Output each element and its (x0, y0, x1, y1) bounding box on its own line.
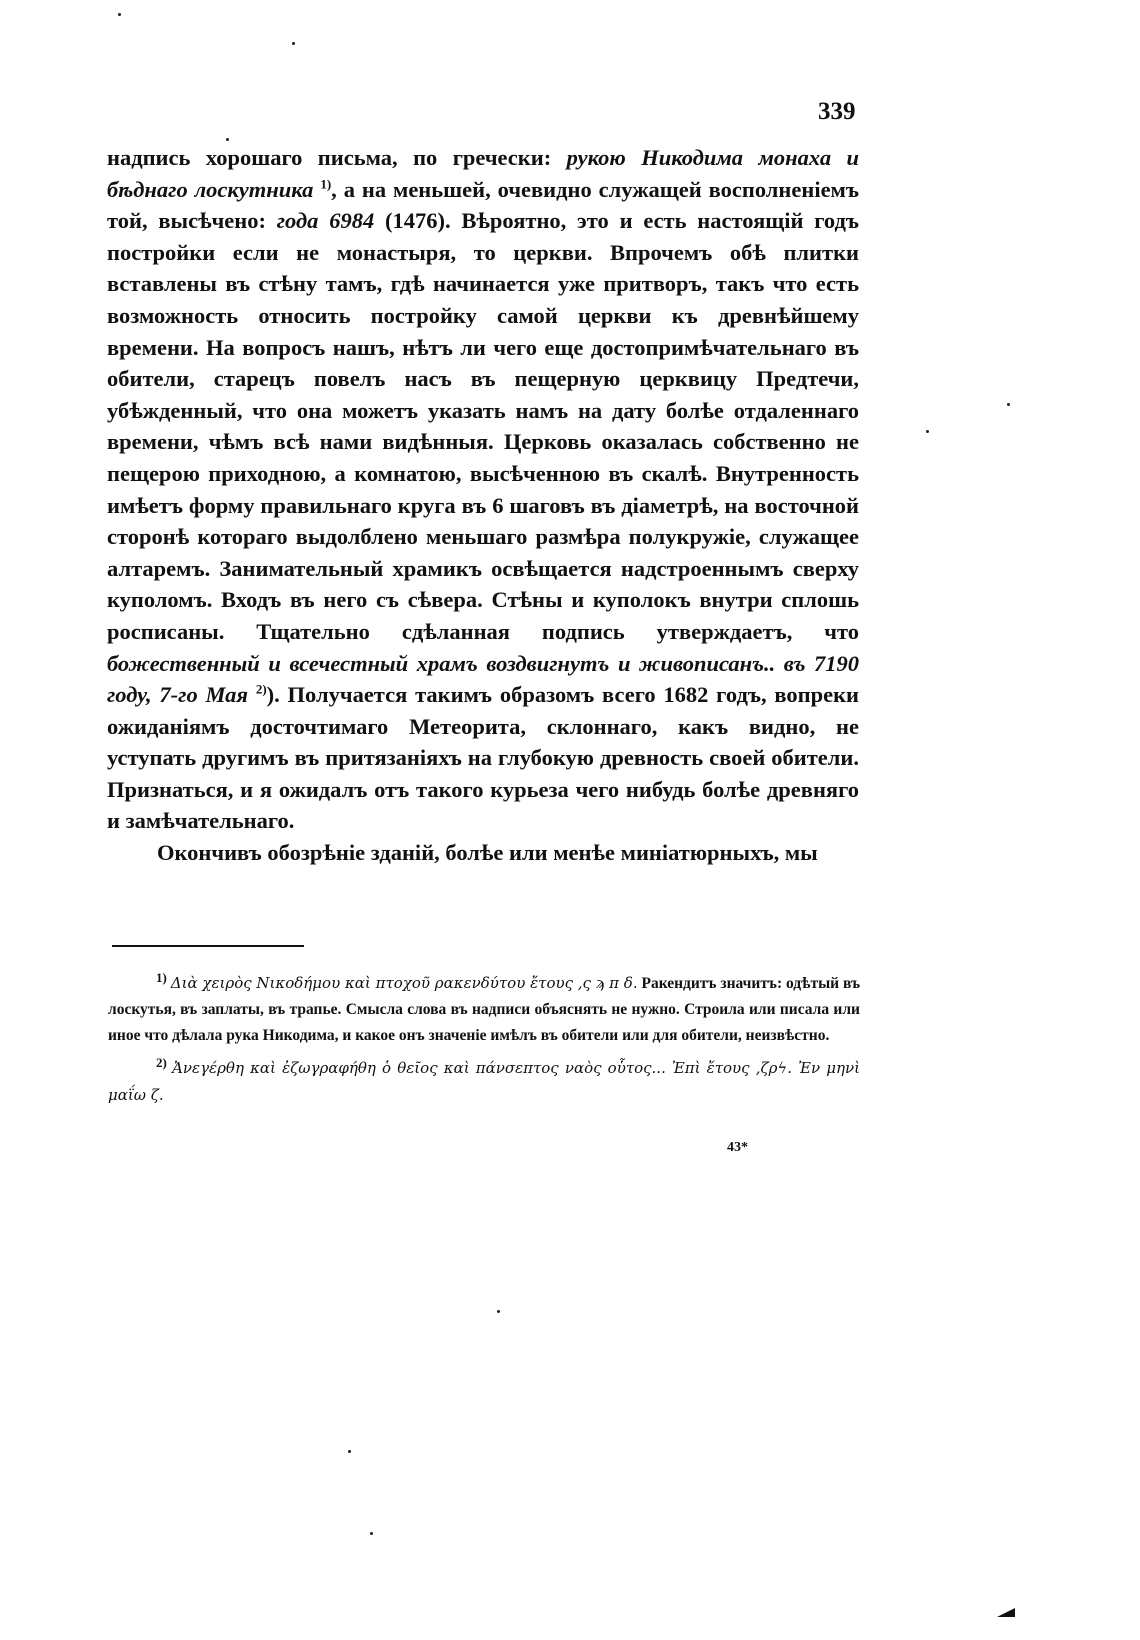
text-run: Окончивъ обозрѣніе зданій, болѣе или менѣе миніатюрныхъ, мы (157, 840, 818, 866)
footnote-reference: 2) (255, 681, 267, 697)
main-text (107, 142, 859, 869)
italic-quotation: года 6984 (276, 208, 375, 234)
text-run: ). Получается такимъ образомъ всего 1682 годъ, вопреки ожиданіямъ досточтимаго Метеорита, склоннаго, какъ видно, не уступать другимъ въ притязаніяхъ на глубокую древность своей обители. Признаться, и я ожидалъ отъ такого курьеза чего нибудь болѣе древняго и замѣчательнаго. (107, 682, 859, 834)
printer-signature: 43* (727, 1140, 748, 1155)
scan-speck (118, 13, 121, 16)
footnotes (108, 970, 860, 1115)
italic-quotation: божественный и всечестный храмъ воздвигнутъ и живописанъ.. въ 7190 году, 7-го Мая (107, 650, 859, 708)
scan-speck (226, 138, 229, 141)
footnote-text: Ракендитъ значитъ: одѣтый въ лоскутья, въ заплаты, въ трапье. Смысла слова въ надписи объяснять не нужно. Строила или писала или иное что дѣлала рука Никодима, и какое онъ значеніе имѣлъ въ обители или для обители, неизвѣстно. (108, 975, 861, 1044)
scan-speck (348, 1450, 351, 1453)
page-number: 339 (818, 98, 856, 125)
italic-quotation: рукою Никодима монаха и бѣднаго лоскутника (107, 145, 859, 202)
paragraph (107, 837, 859, 869)
scan-corner-mark (997, 1608, 1015, 1617)
footnote-marker: 1) (156, 969, 167, 985)
scan-speck (926, 430, 929, 433)
footnote (108, 1055, 860, 1109)
text-run: , а на меньшей, очевидно служащей восполненіемъ той, высѣчено: (107, 176, 859, 234)
footnote-reference: 1) (320, 176, 332, 192)
greek-inscription: Διὰ χειρὸς Νικοδήμου καὶ πτοχοῦ ρακενδύτου ἔτους ,ς ϡ π δ. (170, 974, 638, 992)
scan-speck (1007, 403, 1010, 406)
scan-speck (292, 42, 295, 45)
text-run: надпись хорошаго письма, по гречески: (107, 145, 567, 170)
footnote-divider (112, 945, 304, 947)
text-run: (1476). Вѣроятно, это и есть настоящій годъ постройки если не монастыря, то церкви. Впрочемъ обѣ плитки вставлены въ стѣну тамъ, гдѣ начинается уже притворъ, такъ что есть возможность относить постройку самой церкви къ древнѣйшему времени. На вопросъ нашъ, нѣтъ ли чего еще достопримѣчательнаго въ обители, старецъ повелъ насъ въ пещерную церквицу Предтечи, убѣжденный, что она можетъ указать намъ на дату болѣе отдаленнаго времени, чѣмъ всѣ нами видѣнныя. Церковь оказалась собственно не пещерою приходною, а комнатою, высѣченною въ скалѣ. Внутренность имѣетъ форму правильнаго круга въ 6 шаговъ въ діаметрѣ, на восточной сторонѣ котораго выдолблено меньшаго размѣра полукружіе, служащее алтаремъ. Занимательный храмикъ освѣщается надстроеннымъ сверху куполомъ. Входъ въ него съ сѣвера. Стѣны и куполокъ внутри сплошь росписаны. Тщательно сдѣланная подпись утверждаетъ, что (107, 208, 859, 644)
paragraph (107, 142, 859, 837)
text-run (248, 682, 256, 707)
scan-speck (370, 1532, 373, 1535)
greek-inscription: Ἀνεγέρθη καὶ ἐζωγραφήθη ὁ θεῖος καὶ πάνσεπτος ναὸς οὗτος... Ἐπὶ ἔτους ,ζρϟ. Ἐν μηνὶ μαΐω ζ. (108, 1059, 861, 1104)
scan-speck (497, 1310, 500, 1313)
footnote (108, 970, 860, 1049)
footnote-marker: 2) (156, 1054, 167, 1070)
